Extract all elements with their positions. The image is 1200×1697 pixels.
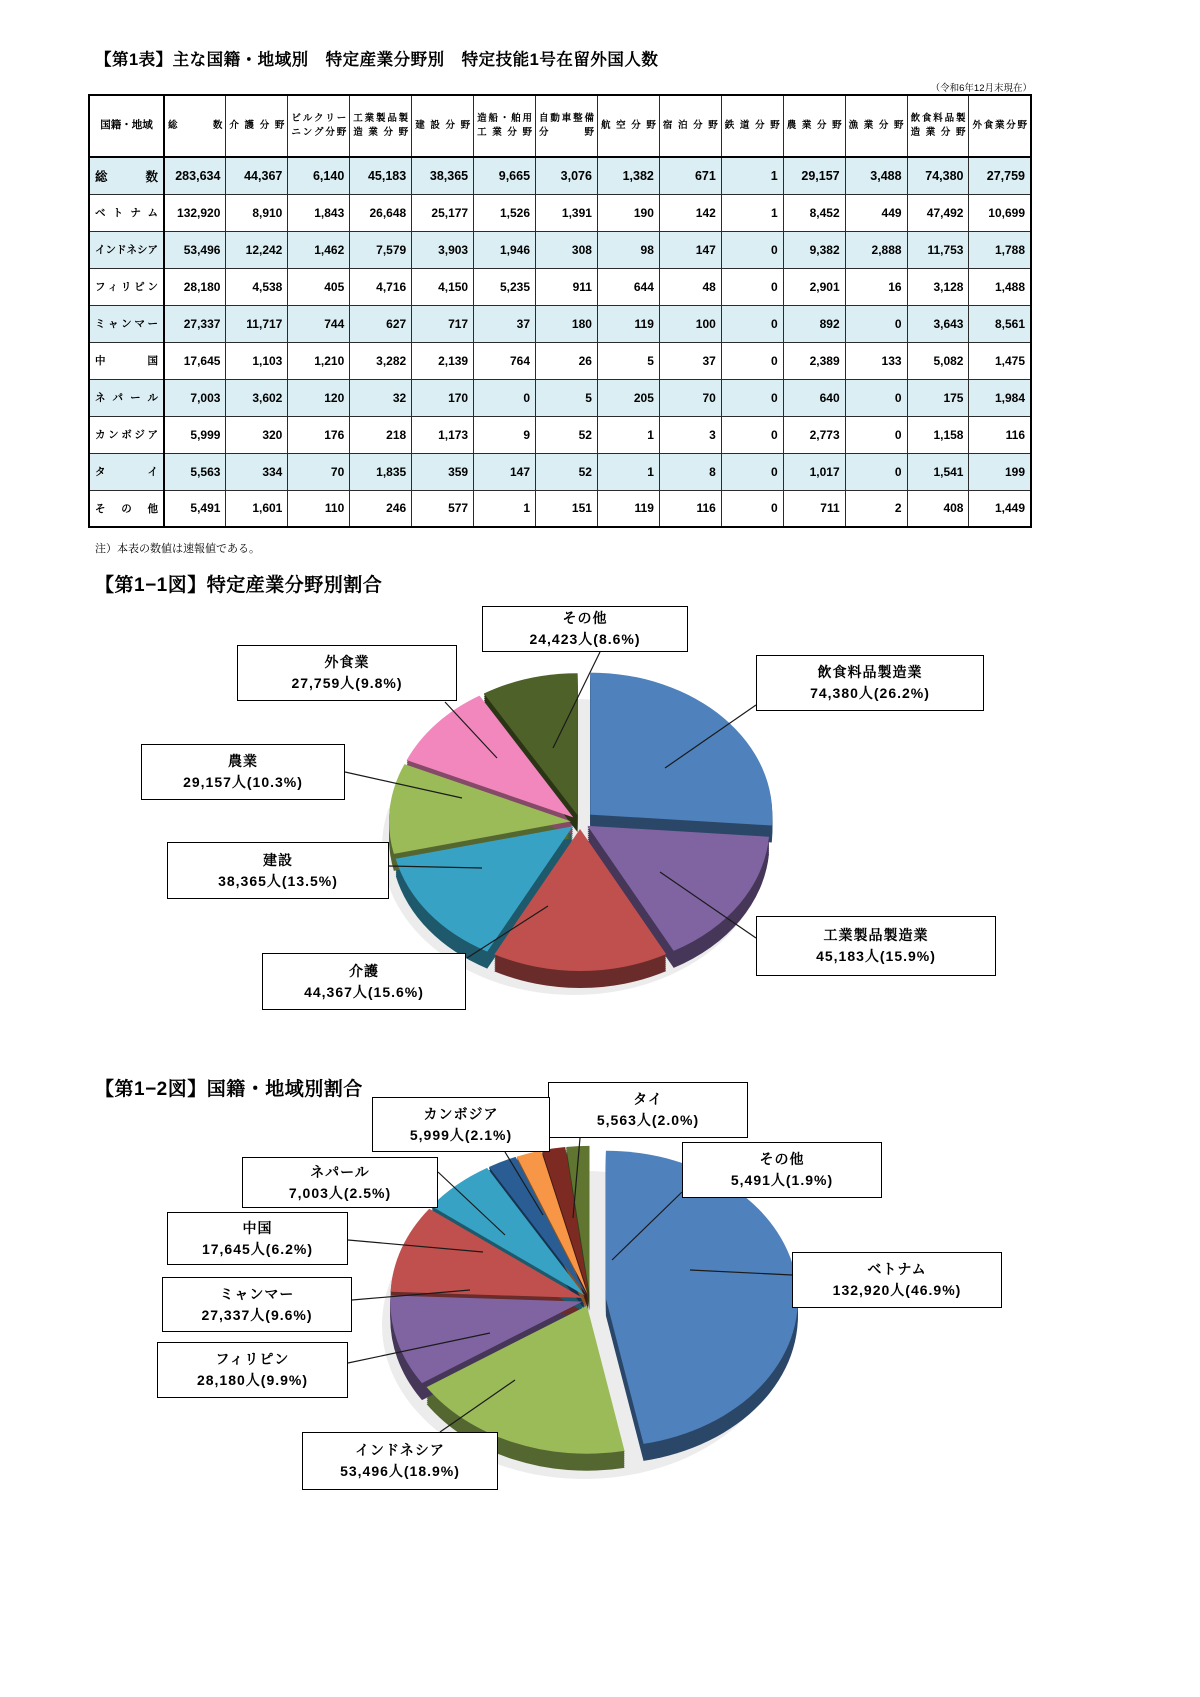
table-row [89, 453, 1031, 490]
table-row [89, 490, 1031, 527]
column-header: 農業分野 [783, 95, 845, 157]
table-cell: 405 [288, 268, 350, 305]
column-header: 総数 [164, 95, 226, 157]
table-row [89, 342, 1031, 379]
row-label: ネパール [89, 379, 164, 416]
table-cell: 98 [597, 231, 659, 268]
pie-label-name: 介護 [349, 962, 379, 979]
table-cell: 37 [474, 305, 536, 342]
table-cell: 283,634 [164, 157, 226, 194]
table-cell: 74,380 [907, 157, 969, 194]
column-header: 漁業分野 [845, 95, 907, 157]
table-cell: 0 [845, 305, 907, 342]
pie-label-name: 工業製品製造業 [823, 927, 929, 943]
pie-label-name: 外食業 [324, 654, 370, 670]
table-cell: 11,753 [907, 231, 969, 268]
pie-label-value: 45,183人(15.9%) [816, 948, 936, 964]
table-cell: 3,602 [226, 379, 288, 416]
table-cell: 246 [350, 490, 412, 527]
table-cell: 0 [845, 379, 907, 416]
table-cell: 70 [288, 453, 350, 490]
pie-label-name: インドネシア [355, 1442, 445, 1458]
table-cell: 0 [845, 416, 907, 453]
table-cell: 9,382 [783, 231, 845, 268]
pie-label-box [682, 1142, 882, 1198]
column-header: 造船・舶用工業分野 [474, 95, 536, 157]
table-cell: 132,920 [164, 194, 226, 231]
table-cell: 5 [536, 379, 598, 416]
table-cell: 4,538 [226, 268, 288, 305]
row-label: 中国 [89, 342, 164, 379]
table-row [89, 268, 1031, 305]
pie-label-value: 44,367人(15.6%) [304, 983, 424, 1000]
table-cell: 3,282 [350, 342, 412, 379]
table-cell: 8,561 [969, 305, 1031, 342]
pie-label-name: ネパール [310, 1163, 370, 1180]
pie-label-value: 28,180人(9.9%) [196, 1372, 309, 1388]
table-cell: 8,452 [783, 194, 845, 231]
table-cell: 27,337 [164, 305, 226, 342]
table-cell: 119 [597, 490, 659, 527]
table-cell: 16 [845, 268, 907, 305]
table-cell: 2,888 [845, 231, 907, 268]
table-cell: 9,665 [474, 157, 536, 194]
table-cell: 7,579 [350, 231, 412, 268]
table-cell: 8 [659, 453, 721, 490]
row-label: ミャンマー [89, 305, 164, 342]
table-cell: 48 [659, 268, 721, 305]
pie-label-box [302, 1432, 498, 1490]
table-cell: 911 [536, 268, 598, 305]
column-header: 工業製品製造業分野 [350, 95, 412, 157]
column-header: 宿泊分野 [659, 95, 721, 157]
pie-label-box [157, 1342, 348, 1398]
table-cell: 38,365 [412, 157, 474, 194]
table-cell: 3,643 [907, 305, 969, 342]
table-cell: 218 [350, 416, 412, 453]
table-title: 【第1表】主な国籍・地域別 特定産業分野別 特定技能1号在留外国人数 [95, 51, 659, 69]
pie-label-box [242, 1157, 438, 1208]
table-cell: 1,382 [597, 157, 659, 194]
table-cell: 627 [350, 305, 412, 342]
table-cell: 671 [659, 157, 721, 194]
table-cell: 25,177 [412, 194, 474, 231]
pie-label-box [141, 744, 345, 800]
table-cell: 4,716 [350, 268, 412, 305]
table-cell: 359 [412, 453, 474, 490]
table-cell: 0 [845, 453, 907, 490]
row-label: ベトナム [89, 194, 164, 231]
pie-label-name: タイ [633, 1091, 663, 1107]
table-cell: 110 [288, 490, 350, 527]
table-cell: 744 [288, 305, 350, 342]
pie-label-name: カンボジア [423, 1105, 499, 1122]
table-cell: 1 [597, 416, 659, 453]
table-cell: 205 [597, 379, 659, 416]
table-cell: 711 [783, 490, 845, 527]
table-cell: 2,389 [783, 342, 845, 379]
pie-label-name: ミャンマー [219, 1285, 295, 1302]
table-cell: 9 [474, 416, 536, 453]
table-cell: 1 [474, 490, 536, 527]
table-cell: 2 [845, 490, 907, 527]
table-cell: 320 [226, 416, 288, 453]
table-cell: 1,449 [969, 490, 1031, 527]
table-cell: 2,139 [412, 342, 474, 379]
table-cell: 3,903 [412, 231, 474, 268]
table-cell: 120 [288, 379, 350, 416]
table-cell: 147 [474, 453, 536, 490]
row-label: カンボジア [89, 416, 164, 453]
table-cell: 116 [969, 416, 1031, 453]
pie-label-box [792, 1252, 1002, 1308]
table-cell: 6,140 [288, 157, 350, 194]
pie-label-value: 24,423人(8.6%) [529, 631, 641, 647]
column-header: 飲食料品製造業分野 [907, 95, 969, 157]
table-cell: 764 [474, 342, 536, 379]
table-cell: 175 [907, 379, 969, 416]
table-cell: 10,699 [969, 194, 1031, 231]
table-cell: 0 [721, 416, 783, 453]
table-cell: 0 [721, 453, 783, 490]
table-cell: 5,563 [164, 453, 226, 490]
table-cell: 4,150 [412, 268, 474, 305]
table-date-note: （令和6年12月末現在） [930, 83, 1032, 94]
table-cell: 119 [597, 305, 659, 342]
pie-label-name: 農業 [228, 753, 258, 769]
pie-label-box [548, 1082, 748, 1138]
table-cell: 0 [721, 490, 783, 527]
table-cell: 644 [597, 268, 659, 305]
pie-label-value: 5,563人(2.0%) [596, 1112, 700, 1128]
table-cell: 5 [597, 342, 659, 379]
table-cell: 308 [536, 231, 598, 268]
table-cell: 44,367 [226, 157, 288, 194]
table-cell: 176 [288, 416, 350, 453]
table-cell: 100 [659, 305, 721, 342]
table-row [89, 231, 1031, 268]
row-label: タイ [89, 453, 164, 490]
table-cell: 892 [783, 305, 845, 342]
table-cell: 170 [412, 379, 474, 416]
table-cell: 1,788 [969, 231, 1031, 268]
table-cell: 1,835 [350, 453, 412, 490]
table-cell: 717 [412, 305, 474, 342]
table-row [89, 416, 1031, 453]
table-cell: 5,999 [164, 416, 226, 453]
table-cell: 151 [536, 490, 598, 527]
table-cell: 0 [721, 379, 783, 416]
table-cell: 7,003 [164, 379, 226, 416]
table-row [89, 194, 1031, 231]
table-cell: 147 [659, 231, 721, 268]
pie-label-name: 飲食料品製造業 [817, 664, 923, 680]
pie-slice [590, 673, 772, 826]
pie-label-box [262, 953, 466, 1010]
table-cell: 17,645 [164, 342, 226, 379]
pie-label-value: 29,157人(10.3%) [183, 774, 303, 790]
table-cell: 142 [659, 194, 721, 231]
table-cell: 1,984 [969, 379, 1031, 416]
pie-label-box [372, 1097, 550, 1152]
row-label: インドネシア [89, 231, 164, 268]
pie-label-box [237, 645, 457, 701]
table-cell: 27,759 [969, 157, 1031, 194]
table-cell: 1,475 [969, 342, 1031, 379]
pie-label-box [756, 916, 996, 976]
stats-table [88, 94, 1032, 528]
pie-label-value: 17,645人(6.2%) [201, 1240, 314, 1257]
row-label: その他 [89, 490, 164, 527]
table-cell: 26 [536, 342, 598, 379]
table-cell: 28,180 [164, 268, 226, 305]
table-cell: 133 [845, 342, 907, 379]
column-header: 国籍・地域 [89, 95, 164, 157]
table-cell: 37 [659, 342, 721, 379]
table-cell: 70 [659, 379, 721, 416]
table-cell: 3 [659, 416, 721, 453]
pie-label-box [482, 606, 688, 652]
row-label: 総数 [89, 157, 164, 194]
pie-label-value: 38,365人(13.5%) [218, 872, 338, 889]
table-cell: 47,492 [907, 194, 969, 231]
table-cell: 12,242 [226, 231, 288, 268]
pie-label-box [167, 1212, 348, 1265]
table-cell: 190 [597, 194, 659, 231]
table-cell: 5,082 [907, 342, 969, 379]
table-cell: 1,843 [288, 194, 350, 231]
table-cell: 1,017 [783, 453, 845, 490]
figure1-title: 【第1−1図】特定産業分野別割合 [95, 575, 383, 596]
column-header: 建設分野 [412, 95, 474, 157]
figure2-title: 【第1−2図】国籍・地域別割合 [95, 1079, 363, 1100]
table-cell: 1,488 [969, 268, 1031, 305]
table-row [89, 157, 1031, 194]
pie-label-value: 7,003人(2.5%) [288, 1184, 392, 1201]
pie-label-name: ベトナム [867, 1261, 927, 1277]
table-cell: 1,391 [536, 194, 598, 231]
column-header: ビルクリーニング分野 [288, 95, 350, 157]
table-cell: 0 [721, 231, 783, 268]
table-cell: 449 [845, 194, 907, 231]
table-cell: 0 [721, 268, 783, 305]
table-cell: 1,601 [226, 490, 288, 527]
table-cell: 26,648 [350, 194, 412, 231]
pie-label-value: 5,999人(2.1%) [409, 1126, 513, 1143]
table-row [89, 305, 1031, 342]
pie-label-box [162, 1277, 352, 1332]
table-cell: 52 [536, 453, 598, 490]
pie-label-name: その他 [562, 610, 608, 626]
table-cell: 3,128 [907, 268, 969, 305]
pie-label-box [756, 655, 984, 711]
table-cell: 5,491 [164, 490, 226, 527]
table-cell: 11,717 [226, 305, 288, 342]
column-header: 介護分野 [226, 95, 288, 157]
row-label: フィリピン [89, 268, 164, 305]
pie-label-value: 27,337人(9.6%) [201, 1306, 313, 1323]
column-header: 自動車整備分野 [536, 95, 598, 157]
pie-label-name: その他 [759, 1151, 805, 1167]
table-cell: 5,235 [474, 268, 536, 305]
table-cell: 8,910 [226, 194, 288, 231]
table-footnote: 注）本表の数値は速報値である。 [95, 543, 260, 555]
pie-label-name: 中国 [242, 1219, 273, 1236]
table-cell: 52 [536, 416, 598, 453]
table-cell: 3,488 [845, 157, 907, 194]
pie-label-value: 74,380人(26.2%) [810, 685, 930, 701]
pie-label-value: 27,759人(9.8%) [291, 675, 403, 691]
table-cell: 199 [969, 453, 1031, 490]
table-cell: 1,210 [288, 342, 350, 379]
table-cell: 45,183 [350, 157, 412, 194]
table-cell: 180 [536, 305, 598, 342]
table-cell: 32 [350, 379, 412, 416]
pie-label-name: フィリピン [215, 1351, 290, 1367]
pie-label-box [167, 842, 389, 899]
table-cell: 334 [226, 453, 288, 490]
table-cell: 3,076 [536, 157, 598, 194]
pie-label-value: 53,496人(18.9%) [340, 1463, 460, 1479]
column-header: 鉄道分野 [721, 95, 783, 157]
table-cell: 0 [474, 379, 536, 416]
table-header-row [89, 95, 1031, 157]
pie-chart-nationality [0, 1080, 1200, 1580]
column-header: 航空分野 [597, 95, 659, 157]
table-cell: 1 [597, 453, 659, 490]
table-cell: 577 [412, 490, 474, 527]
pie-chart-industry-svg [0, 600, 1200, 1080]
table-cell: 29,157 [783, 157, 845, 194]
table-row [89, 379, 1031, 416]
pie-label-name: 建設 [263, 851, 293, 868]
table-cell: 1,158 [907, 416, 969, 453]
table-cell: 1,526 [474, 194, 536, 231]
pie-chart-industry [0, 600, 1200, 1080]
pie-label-value: 5,491人(1.9%) [730, 1172, 834, 1188]
table-cell: 1,541 [907, 453, 969, 490]
table-cell: 1 [721, 157, 783, 194]
table-cell: 1,103 [226, 342, 288, 379]
table-cell: 2,773 [783, 416, 845, 453]
table-cell: 640 [783, 379, 845, 416]
pie-label-value: 132,920人(46.9%) [832, 1282, 962, 1298]
table-cell: 2,901 [783, 268, 845, 305]
table-cell: 0 [721, 305, 783, 342]
table-cell: 408 [907, 490, 969, 527]
column-header: 外食業分野 [969, 95, 1031, 157]
table-cell: 0 [721, 342, 783, 379]
table-cell: 116 [659, 490, 721, 527]
table-cell: 53,496 [164, 231, 226, 268]
table-cell: 1,946 [474, 231, 536, 268]
table-cell: 1 [721, 194, 783, 231]
table-cell: 1,462 [288, 231, 350, 268]
table-cell: 1,173 [412, 416, 474, 453]
